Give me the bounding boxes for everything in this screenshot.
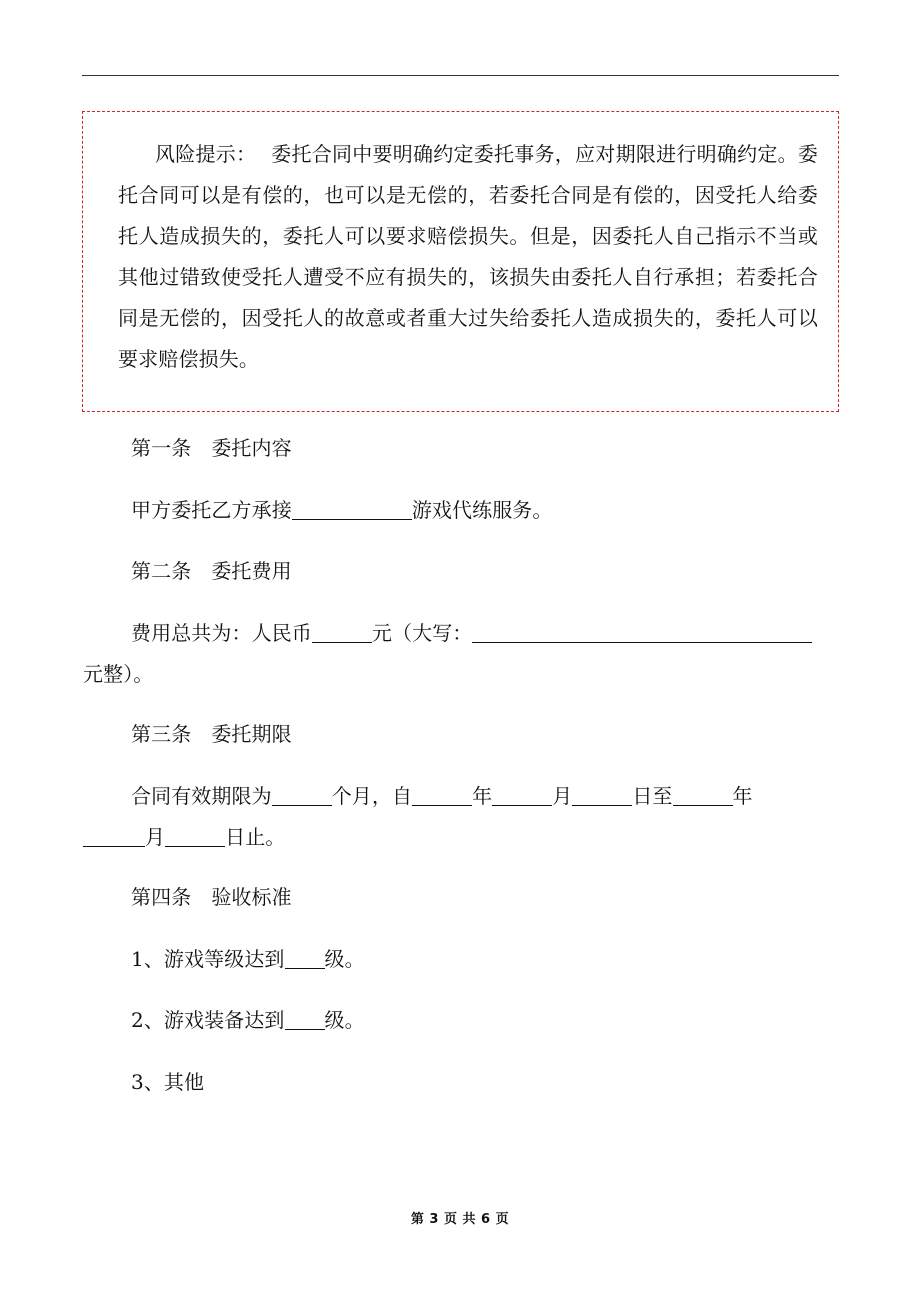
acceptance-item-2: 2、游戏装备达到 级。 [131,1008,365,1032]
blank-start-year[interactable] [412,804,472,806]
header-rule [82,75,839,76]
article-title: 委托费用 [211,559,292,583]
article-title: 委托内容 [211,436,292,460]
blank-end-year[interactable] [673,804,733,806]
article-4-heading [83,877,840,918]
blank-fee-amount[interactable] [312,641,372,643]
blank-fee-in-words[interactable] [472,641,812,643]
acceptance-item-3: 3、其他 [131,1070,205,1094]
article-number: 第四条 [131,885,192,909]
blank-start-day[interactable] [572,804,632,806]
article-3-body-line-2: 月 日止。 [83,817,840,858]
article-title: 委托期限 [211,722,292,746]
blank-game-level[interactable] [285,967,325,969]
blank-equipment-level[interactable] [285,1028,325,1030]
blank-start-month[interactable] [492,804,552,806]
blank-end-month[interactable] [83,845,145,847]
blank-end-day[interactable] [165,845,225,847]
risk-notice-paragraph [118,134,818,380]
article-title: 验收标准 [211,885,292,909]
article-number: 第二条 [131,559,192,583]
article-2-heading [83,551,840,592]
blank-game-name[interactable] [292,518,412,520]
risk-notice-label: 风险提示： [155,142,257,166]
article-3-body-line-1: 合同有效期限为 个月，自 年 月 日至 年 [131,784,753,808]
risk-notice-text: 委托合同中要明确约定委托事务，应对期限进行明确约定。委托合同可以是有偿的，也可以是无偿的，若委托合同是有偿的，因受托人给委托人造成损失的，委托人可以要求赔偿损失。但是，因委托人自己指示不当或其他过错致使受托人遭受不应有损失的，该损失由委托人自行承担；若委托合同是无偿的，因受托人的故意或者重大过失给委托人造成损失的，委托人可以要求赔偿损失。 [118,142,818,371]
page-number-footer: 第 3 页 共 6 页 [410,1212,510,1227]
risk-notice-box [82,111,839,412]
article-number: 第一条 [131,436,192,460]
blank-months[interactable] [272,804,332,806]
article-1-body: 甲方委托乙方承接 游戏代练服务。 [131,498,553,522]
acceptance-item-1: 1、游戏等级达到 级。 [131,947,365,971]
article-2-body-line-2: 元整）。 [83,662,154,686]
article-number: 第三条 [131,722,192,746]
article-1-heading [83,428,840,469]
article-3-heading [83,714,840,755]
article-2-body-line-1: 费用总共为：人民币 元（大写： [83,613,840,654]
